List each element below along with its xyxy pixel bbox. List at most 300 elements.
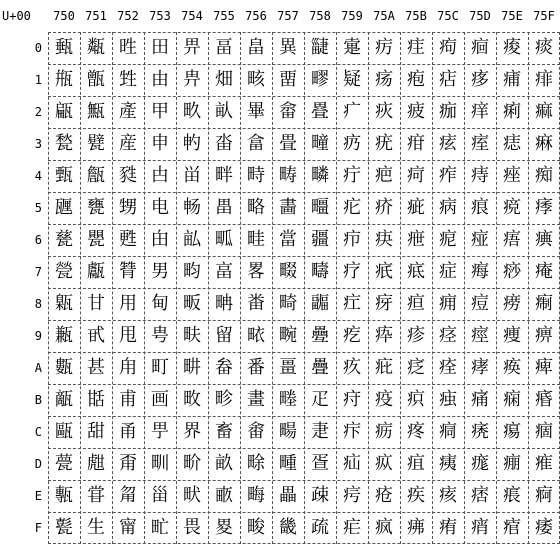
glyph-cell: 痩 <box>503 325 521 346</box>
glyph-cell: 疖 <box>343 229 361 250</box>
glyph-cell: 產 <box>119 101 137 122</box>
glyph-cell: 痍 <box>439 453 457 474</box>
glyph-cell: 痼 <box>535 421 553 442</box>
column-header-75e: 75E <box>501 9 523 23</box>
glyph-cell: 甯 <box>119 517 137 538</box>
glyph-cell: 甭 <box>119 453 137 474</box>
glyph-cell: 畛 <box>215 389 233 410</box>
glyph-cell: 畈 <box>183 293 201 314</box>
column-header-758: 758 <box>309 9 331 23</box>
glyph-cell: 甇 <box>55 261 73 282</box>
glyph-cell: 甧 <box>119 261 137 282</box>
glyph-cell: 病 <box>439 197 457 218</box>
glyph-cell: 甔 <box>87 165 105 186</box>
glyph-cell: 畟 <box>215 517 233 538</box>
row-header-4: 4 <box>34 169 42 183</box>
glyph-cell: 疤 <box>375 165 393 186</box>
glyph-cell: 畻 <box>279 389 297 410</box>
glyph-cell: 痑 <box>471 69 489 90</box>
glyph-cell: 疏 <box>311 517 329 538</box>
glyph-cell: 疭 <box>375 453 393 474</box>
glyph-cell: 痞 <box>471 485 489 506</box>
glyph-cell: 疞 <box>343 485 361 506</box>
row-header-f: F <box>34 521 42 535</box>
column-header-759: 759 <box>341 9 363 23</box>
glyph-cell: 甉 <box>55 325 73 346</box>
glyph-cell: 疼 <box>407 421 425 442</box>
grid-line-horizontal <box>48 256 560 257</box>
glyph-cell: 甊 <box>55 357 73 378</box>
glyph-cell: 畜 <box>215 421 233 442</box>
glyph-cell: 疑 <box>343 69 361 90</box>
glyph-cell: 疨 <box>375 293 393 314</box>
row-header-9: 9 <box>34 329 42 343</box>
glyph-cell: 畨 <box>247 293 265 314</box>
glyph-cell: 畋 <box>183 389 201 410</box>
glyph-cell: 疸 <box>407 293 425 314</box>
glyph-cell: 甲 <box>151 101 169 122</box>
glyph-cell: 疦 <box>375 229 393 250</box>
glyph-cell: 痴 <box>535 165 553 186</box>
glyph-cell: 甮 <box>119 485 137 506</box>
glyph-cell: 甶 <box>151 229 169 250</box>
grid-line-horizontal <box>48 288 560 289</box>
glyph-cell: 畚 <box>215 357 233 378</box>
glyph-cell: 痹 <box>535 325 553 346</box>
grid-line-horizontal <box>48 384 560 385</box>
glyph-cell: 甽 <box>151 453 169 474</box>
glyph-cell: 甘 <box>87 293 105 314</box>
glyph-cell: 痚 <box>471 357 489 378</box>
glyph-cell: 痻 <box>535 389 553 410</box>
glyph-cell: 畴 <box>279 165 297 186</box>
glyph-cell: 痪 <box>503 357 521 378</box>
glyph-cell: 痊 <box>439 357 457 378</box>
glyph-cell: 甩 <box>119 325 137 346</box>
glyph-cell: 痗 <box>471 261 489 282</box>
row-header-a: A <box>34 361 42 375</box>
glyph-cell: 痒 <box>471 101 489 122</box>
glyph-cell: 甹 <box>151 325 169 346</box>
glyph-cell: 畼 <box>279 421 297 442</box>
glyph-cell: 痨 <box>503 293 521 314</box>
glyph-cell: 用 <box>119 293 137 314</box>
glyph-cell: 畇 <box>183 261 201 282</box>
glyph-cell: 畯 <box>247 517 265 538</box>
glyph-cell: 疧 <box>375 261 393 282</box>
glyph-cell: 疺 <box>407 357 425 378</box>
glyph-cell: 疎 <box>311 485 329 506</box>
glyph-cell: 痮 <box>503 485 521 506</box>
glyph-cell: 痓 <box>471 133 489 154</box>
glyph-cell: 畠 <box>247 37 265 58</box>
glyph-cell: 畁 <box>183 69 201 90</box>
glyph-cell: 畑 <box>215 69 233 90</box>
glyph-cell: 疬 <box>375 421 393 442</box>
glyph-cell: 畢 <box>247 101 265 122</box>
glyph-cell: 畫 <box>247 389 265 410</box>
glyph-cell: 疶 <box>407 229 425 250</box>
glyph-cell: 甠 <box>119 37 137 58</box>
glyph-cell: 畘 <box>215 293 233 314</box>
grid-line-horizontal <box>48 32 560 33</box>
glyph-cell: 疌 <box>311 421 329 442</box>
glyph-cell: 留 <box>215 325 233 346</box>
glyph-cell: 疔 <box>343 165 361 186</box>
glyph-cell: 畔 <box>215 165 233 186</box>
glyph-cell: 疁 <box>311 69 329 90</box>
glyph-cell: 畓 <box>215 133 233 154</box>
glyph-cell: 甋 <box>55 389 73 410</box>
glyph-cell: 甖 <box>87 229 105 250</box>
glyph-cell: 甎 <box>55 485 73 506</box>
glyph-cell: 甌 <box>55 421 73 442</box>
glyph-cell: 疍 <box>311 453 329 474</box>
column-header-75f: 75F <box>533 9 555 23</box>
glyph-cell: 畅 <box>183 197 201 218</box>
glyph-cell: 申 <box>151 133 169 154</box>
column-header-750: 750 <box>53 9 75 23</box>
glyph-cell: 番 <box>247 357 265 378</box>
glyph-cell: 疟 <box>343 517 361 538</box>
glyph-cell: 甬 <box>119 421 137 442</box>
row-header-0: 0 <box>34 41 42 55</box>
glyph-cell: 痵 <box>535 197 553 218</box>
glyph-cell: 疃 <box>311 133 329 154</box>
glyph-cell: 疙 <box>343 325 361 346</box>
glyph-cell: 痧 <box>503 261 521 282</box>
glyph-cell: 畊 <box>183 357 201 378</box>
glyph-cell: 畗 <box>215 261 233 282</box>
glyph-cell: 甚 <box>87 357 105 378</box>
glyph-cell: 畷 <box>279 261 297 282</box>
row-header-5: 5 <box>34 201 42 215</box>
glyph-cell: 甼 <box>151 421 169 442</box>
glyph-cell: 畸 <box>279 293 297 314</box>
glyph-cell: 田 <box>151 37 169 58</box>
glyph-cell: 痦 <box>503 229 521 250</box>
glyph-cell: 疛 <box>343 389 361 410</box>
row-header-e: E <box>34 489 42 503</box>
glyph-cell: 疝 <box>343 453 361 474</box>
row-header-2: 2 <box>34 105 42 119</box>
glyph-cell: 疊 <box>311 357 329 378</box>
glyph-cell: 痷 <box>535 261 553 282</box>
glyph-cell: 甐 <box>87 37 105 58</box>
row-header-d: D <box>34 457 42 471</box>
glyph-cell: 甗 <box>87 261 105 282</box>
glyph-cell: 疽 <box>407 453 425 474</box>
glyph-cell: 甈 <box>55 293 73 314</box>
glyph-cell: 痃 <box>439 133 457 154</box>
glyph-cell: 畵 <box>279 197 297 218</box>
glyph-cell: 畬 <box>247 421 265 442</box>
grid-line-horizontal <box>48 128 560 129</box>
glyph-cell: 由 <box>151 69 169 90</box>
glyph-cell: 甛 <box>87 389 105 410</box>
glyph-cell: 痸 <box>535 293 553 314</box>
glyph-cell: 甥 <box>119 197 137 218</box>
glyph-cell: 畮 <box>247 485 265 506</box>
grid-line-horizontal <box>48 352 560 353</box>
glyph-cell: 畞 <box>215 485 233 506</box>
glyph-cell: 略 <box>247 197 265 218</box>
glyph-cell: 疾 <box>407 485 425 506</box>
glyph-cell: 痜 <box>471 421 489 442</box>
glyph-cell: 畀 <box>183 37 201 58</box>
column-header-756: 756 <box>245 9 267 23</box>
glyph-cell: 痆 <box>439 229 457 250</box>
glyph-cell: 疲 <box>407 101 425 122</box>
glyph-cell: 畾 <box>279 485 297 506</box>
glyph-cell: 疫 <box>375 389 393 410</box>
column-header-757: 757 <box>277 9 299 23</box>
glyph-cell: 畉 <box>183 325 201 346</box>
glyph-cell: 甍 <box>55 453 73 474</box>
glyph-cell: 痎 <box>439 485 457 506</box>
column-header-75b: 75B <box>405 9 427 23</box>
column-header-75c: 75C <box>437 9 459 23</box>
glyph-cell: 畄 <box>183 165 201 186</box>
row-header-b: B <box>34 393 42 407</box>
glyph-cell: 疡 <box>375 69 393 90</box>
glyph-cell: 甙 <box>87 325 105 346</box>
grid-line-horizontal <box>48 96 560 97</box>
row-header-7: 7 <box>34 265 42 279</box>
glyph-cell: 疢 <box>375 101 393 122</box>
glyph-cell: 甝 <box>87 453 105 474</box>
glyph-cell: 痖 <box>471 229 489 250</box>
glyph-cell: 疂 <box>311 101 329 122</box>
glyph-cell: 痳 <box>535 133 553 154</box>
glyph-cell: 痄 <box>439 165 457 186</box>
glyph-cell: 痁 <box>439 69 457 90</box>
glyph-cell: 疒 <box>343 101 361 122</box>
glyph-cell: 當 <box>279 229 297 250</box>
glyph-cell: 疵 <box>407 197 425 218</box>
glyph-cell: 畏 <box>183 517 201 538</box>
glyph-cell: 痀 <box>439 37 457 58</box>
row-header-c: C <box>34 425 42 439</box>
column-header-751: 751 <box>85 9 107 23</box>
glyph-cell: 疷 <box>407 261 425 282</box>
glyph-cell: 甞 <box>87 485 105 506</box>
glyph-cell: 甄 <box>55 165 73 186</box>
glyph-cell: 甒 <box>87 101 105 122</box>
glyph-cell: 痫 <box>503 389 521 410</box>
glyph-cell: 甡 <box>119 69 137 90</box>
glyph-cell: 疆 <box>311 229 329 250</box>
grid-line-horizontal <box>48 448 560 449</box>
glyph-cell: 畺 <box>279 357 297 378</box>
glyph-cell: 畣 <box>247 133 265 154</box>
glyph-cell: 电 <box>151 197 169 218</box>
glyph-cell: 疇 <box>311 261 329 282</box>
glyph-cell: 甃 <box>55 133 73 154</box>
row-header-1: 1 <box>34 73 42 87</box>
glyph-cell: 甕 <box>87 197 105 218</box>
glyph-cell: 疩 <box>375 325 393 346</box>
glyph-cell: 痣 <box>503 133 521 154</box>
glyph-cell: 甦 <box>119 229 137 250</box>
glyph-cell: 畿 <box>279 517 297 538</box>
corner-label: U+00 <box>2 9 31 23</box>
glyph-cell: 疐 <box>343 37 361 58</box>
glyph-cell: 疜 <box>343 421 361 442</box>
glyph-cell: 症 <box>439 261 457 282</box>
glyph-cell: 甴 <box>151 165 169 186</box>
glyph-cell: 疹 <box>407 325 425 346</box>
grid-line-horizontal <box>48 416 560 417</box>
glyph-cell: 異 <box>279 37 297 58</box>
glyph-cell: 疻 <box>407 389 425 410</box>
glyph-cell: 疿 <box>407 517 425 538</box>
glyph-cell: 畍 <box>183 453 201 474</box>
glyph-cell: 痈 <box>439 293 457 314</box>
glyph-cell: 疱 <box>407 69 425 90</box>
column-header-75d: 75D <box>469 9 491 23</box>
glyph-cell: 痋 <box>439 389 457 410</box>
glyph-cell: 疉 <box>311 325 329 346</box>
glyph-cell: 痰 <box>535 37 553 58</box>
glyph-cell: 疕 <box>343 197 361 218</box>
glyph-cell: 畩 <box>247 325 265 346</box>
grid-line-horizontal <box>48 64 560 65</box>
column-header-753: 753 <box>149 9 171 23</box>
glyph-cell: 甂 <box>55 101 73 122</box>
grid-line-horizontal <box>48 224 560 225</box>
glyph-cell: 甿 <box>151 517 169 538</box>
glyph-cell: 痐 <box>471 37 489 58</box>
glyph-cell: 畲 <box>279 101 297 122</box>
glyph-cell: 疈 <box>311 293 329 314</box>
glyph-cell: 畝 <box>215 453 233 474</box>
glyph-cell: 痕 <box>471 197 489 218</box>
column-header-752: 752 <box>117 9 139 23</box>
glyph-cell: 痢 <box>503 101 521 122</box>
glyph-cell: 痿 <box>535 517 553 538</box>
glyph-cell: 痏 <box>439 517 457 538</box>
column-header-75a: 75A <box>373 9 395 23</box>
glyph-cell: 痂 <box>439 101 457 122</box>
row-header-3: 3 <box>34 137 42 151</box>
glyph-cell: 痙 <box>471 325 489 346</box>
glyph-cell: 甤 <box>119 165 137 186</box>
glyph-cell: 痱 <box>535 69 553 90</box>
glyph-cell: 畦 <box>247 229 265 250</box>
glyph-cell: 痽 <box>535 453 553 474</box>
glyph-cell: 畃 <box>183 133 201 154</box>
glyph-cell: 界 <box>183 421 201 442</box>
glyph-cell: 痘 <box>471 293 489 314</box>
glyph-cell: 甾 <box>151 485 169 506</box>
glyph-cell: 痬 <box>503 421 521 442</box>
glyph-cell: 痡 <box>503 69 521 90</box>
glyph-cell: 疠 <box>375 37 393 58</box>
glyph-cell: 畹 <box>279 325 297 346</box>
glyph-cell: 畎 <box>183 485 201 506</box>
grid-line-horizontal <box>48 160 560 161</box>
glyph-cell: 畧 <box>247 261 265 282</box>
glyph-cell: 疓 <box>343 133 361 154</box>
glyph-cell: 疰 <box>407 37 425 58</box>
glyph-cell: 画 <box>151 389 169 410</box>
glyph-cell: 甓 <box>87 133 105 154</box>
glyph-cell: 疋 <box>311 389 329 410</box>
glyph-cell: 畭 <box>247 453 265 474</box>
glyph-cell: 畒 <box>215 101 233 122</box>
glyph-cell: 産 <box>119 133 137 154</box>
column-header-755: 755 <box>213 9 235 23</box>
glyph-cell: 痤 <box>503 165 521 186</box>
glyph-cell: 生 <box>87 517 105 538</box>
glyph-cell: 疗 <box>343 261 361 282</box>
glyph-cell: 痌 <box>439 421 457 442</box>
glyph-cell: 痔 <box>471 165 489 186</box>
glyph-cell: 甑 <box>87 69 105 90</box>
glyph-cell: 甅 <box>55 197 73 218</box>
row-header-6: 6 <box>34 233 42 247</box>
glyph-cell: 痾 <box>535 485 553 506</box>
glyph-cell: 畱 <box>279 69 297 90</box>
glyph-cell: 疚 <box>343 357 361 378</box>
glyph-cell: 痉 <box>439 325 457 346</box>
glyph-cell: 畽 <box>279 453 297 474</box>
glyph-cell: 疴 <box>407 165 425 186</box>
glyph-cell: 甫 <box>119 389 137 410</box>
glyph-cell: 痭 <box>503 453 521 474</box>
glyph-cell: 痥 <box>503 197 521 218</box>
glyph-cell: 畕 <box>215 197 233 218</box>
glyph-cell: 疣 <box>375 133 393 154</box>
glyph-cell: 甆 <box>55 229 73 250</box>
grid-line-horizontal <box>48 512 560 513</box>
glyph-cell: 疘 <box>343 293 361 314</box>
glyph-cell: 甀 <box>55 37 73 58</box>
glyph-cell: 痝 <box>471 453 489 474</box>
grid-line-horizontal <box>48 480 560 481</box>
glyph-cell: 疅 <box>311 197 329 218</box>
glyph-cell: 疥 <box>375 197 393 218</box>
glyph-cell: 痲 <box>535 101 553 122</box>
glyph-cell: 疀 <box>311 37 329 58</box>
glyph-cell: 疄 <box>311 165 329 186</box>
glyph-cell: 疪 <box>375 357 393 378</box>
glyph-cell: 男 <box>151 261 169 282</box>
glyph-cell: 疯 <box>375 517 393 538</box>
grid-line-horizontal <box>48 320 560 321</box>
glyph-cell: 疮 <box>375 485 393 506</box>
glyph-cell: 畂 <box>183 101 201 122</box>
column-header-754: 754 <box>181 9 203 23</box>
glyph-cell: 疳 <box>407 133 425 154</box>
glyph-cell: 畆 <box>183 229 201 250</box>
glyph-cell: 痟 <box>471 517 489 538</box>
glyph-cell: 甁 <box>55 69 73 90</box>
glyph-cell: 畤 <box>247 165 265 186</box>
glyph-cell: 甪 <box>119 357 137 378</box>
glyph-cell: 痶 <box>535 229 553 250</box>
glyph-cell: 甏 <box>55 517 73 538</box>
glyph-cell: 畡 <box>247 69 265 90</box>
row-header-8: 8 <box>34 297 42 311</box>
glyph-cell: 町 <box>151 357 169 378</box>
glyph-cell: 甸 <box>151 293 169 314</box>
glyph-cell: 畳 <box>279 133 297 154</box>
glyph-cell: 痯 <box>503 517 521 538</box>
glyph-cell: 痛 <box>471 389 489 410</box>
glyph-cell: 痠 <box>503 37 521 58</box>
